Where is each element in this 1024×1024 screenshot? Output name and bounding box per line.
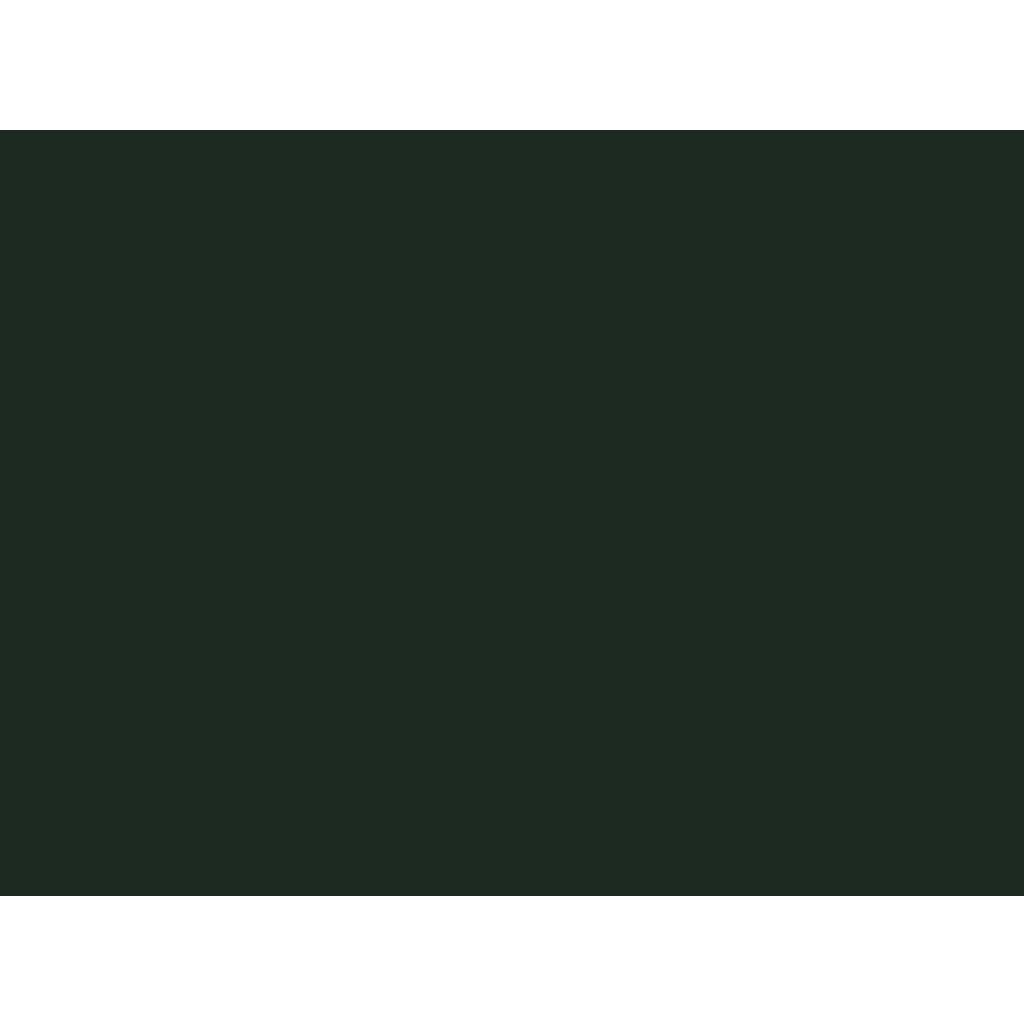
left-page [0, 130, 1024, 896]
